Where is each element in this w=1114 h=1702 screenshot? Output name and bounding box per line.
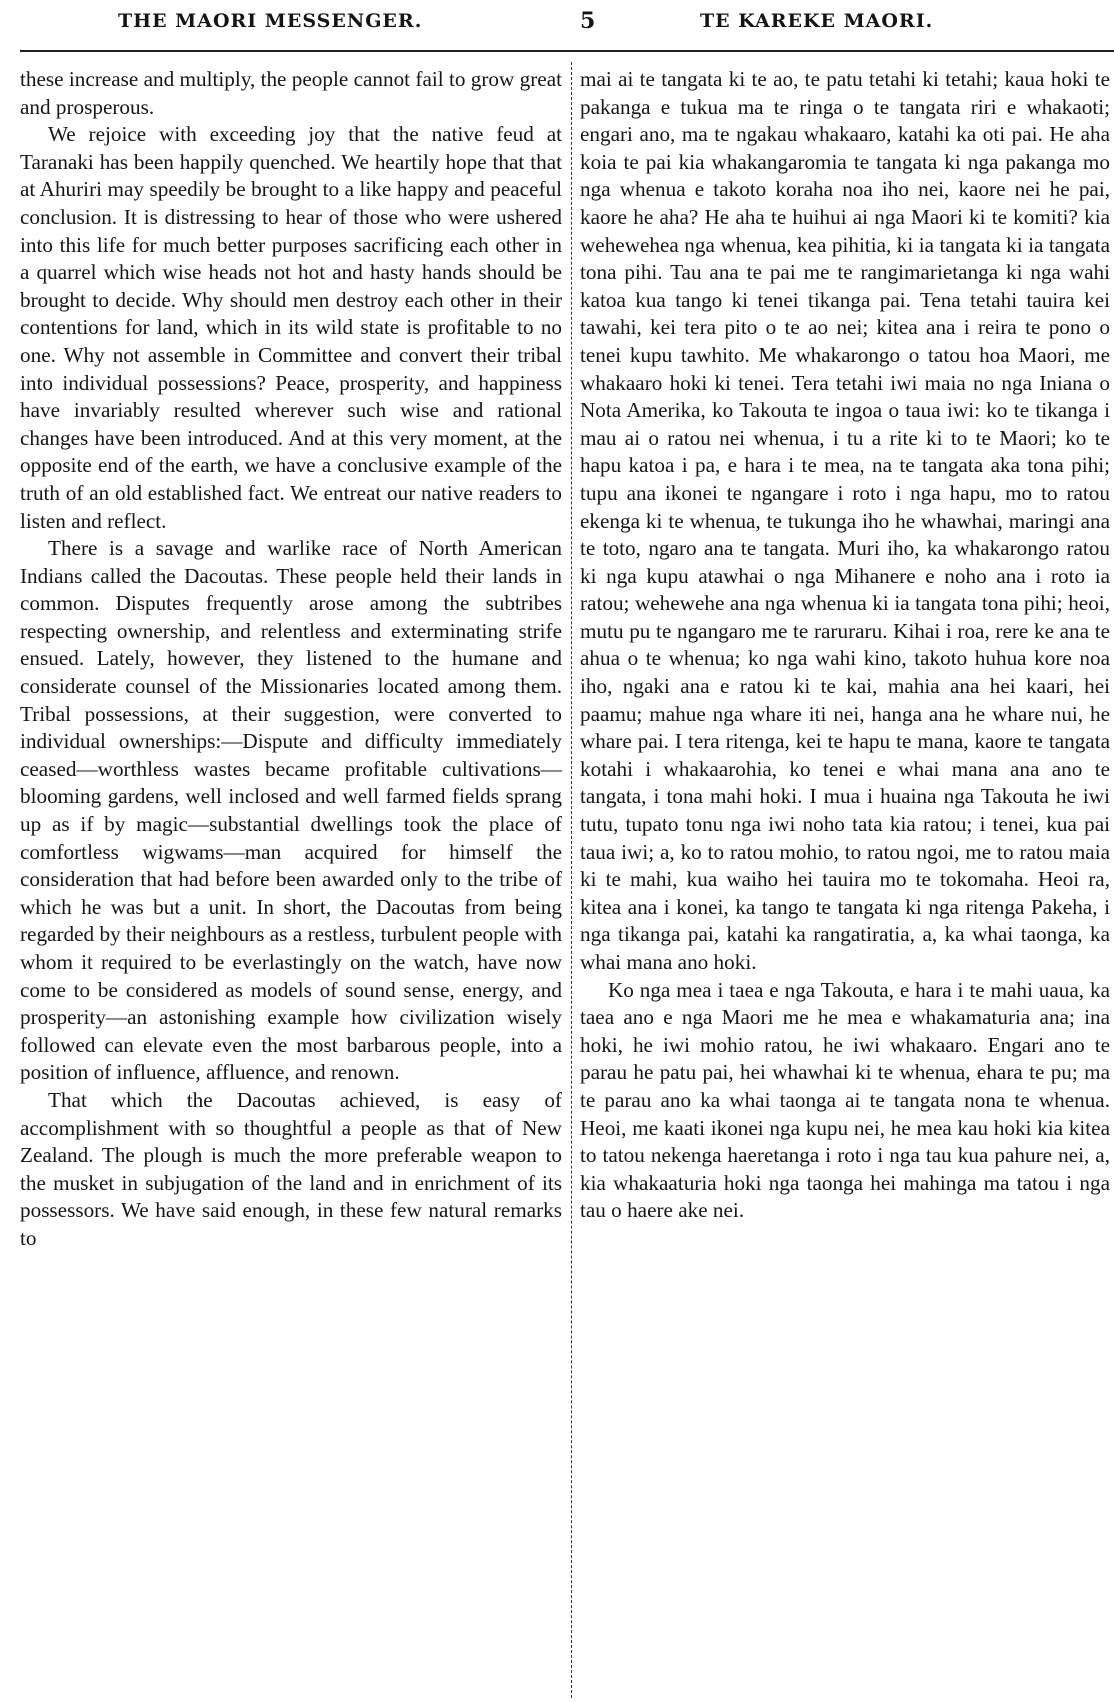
english-paragraph: There is a savage and warlike race of North American Indians called the Dacoutas. These people held their lands in common. Disputes frequently arose among the subtribes respecting ownership, and relentless and exterminating strife ensued. Lately, however, they listened to the humane and considerate counsel of the Missionaries located among them. Tribal possessions, at their suggestion, were converted to individual ownerships:—Dispute and difficulty immediately ceased—worthless wastes became profitable cultivations—blooming gardens, well inclosed and well farmed fields sprang up as if by magic—substantial dwellings took the place of comfortless wigwams—man acquired for himself the consideration that had before been awarded only to the tribe of which he was but a unit. In short, the Dacoutas from being regarded by their neighbours as a restless, turbulent people with whom it required to be everlastingly on the watch, have now come to be considered as models of sound sense, energy, and prosperity—an astonishing example how civilization wisely followed can elevate even the most barbarous people, into a position of influence, affluence, and renown. [20,536,562,1085]
maori-paragraph: Ko nga mea i taea e nga Takouta, e hara i te mahi uaua, ka taea ano e nga Maori me he mea e whakamaturia ana; ina hoki, he iwi mohio ratou, he iwi whakaaro. Engari ano te parau he patu pai, hei whawhai ki te whenua, ehara te pu; ma te parau ano ka whai taonga ai te tangata nona te whenua. Heoi, me kaati ikonei nga kupu nei, he mea kau hoki kia kitea to tatou nekenga haeretanga i roto i nga tau kua pahure nei, a, kia whakaaturia hoki nga taonga hei mahinga ma tatou i nga tau o haere ake nei. [580,977,1110,1223]
english-paragraph: We rejoice with exceeding joy that the native feud at Taranaki has been happily quenched. We heartily hope that that at Ahuriri may speedily be brought to a like happy and peaceful conclusion. It is distressing to hear of those who were ushered into this life for much better purposes sacrificing each other in a quarrel which wise heads not hot and hasty hands should be brought to decide. Why should men destroy each other in their contentions for land, which in its wild state is profitable to no one. Why not assemble in Committee and convert their tribal into individual possessions? Peace, prosperity, and happiness have invariably resulted wherever such wise and rational changes have been introduced. And at this very moment, at the opposite end of the earth, we have a conclusive example of the truth of an old established fact. We entreat our native readers to listen and reflect. [20,122,562,533]
maori-paragraph: mai ai te tangata ki te ao, te patu tetahi ki tetahi; kaua hoki te pakanga e tukua ma te ringa o te tangata riri e whakaoti; engari ano, ma te ngakau whakaaro, katahi ka oti pai. He aha koia te pai kia whakangaromia te tangata ki nga pakanga mo nga whenua e takoto koraha noa iho nei, kaore nei he pai, kaore he aha? He aha te huihui ai nga Maori ki te komiti? kia wehewehea nga whenua, kea pihitia, ki ia tangata ki ia tangata tona pihi. Tau ana te pai me te rangimarietanga ki nga wahi katoa kua tango ki tenei tikanga pai. Tena tetahi tauira kei tawahi, kei tera pito o te ao nei; kitea ana i reira te pono o tenei kupu tawhito. Me whakarongo o tatou hoa Maori, me whakaaro hoki ki tenei. Tera tetahi iwi maia no nga Iniana o Nota Amerika, ko Takouta te ingoa o taua iwi: ko te tikanga i mau ai o ratou nei whenua, i tu a rite ki to te Maori; ko te hapu katoa i pa, e hara i te mea, na te tangata aka tona pihi; tupu ana ikonei te ngangare i roto i nga hapu, mo to ratou ekenga ki te whenua, te tukunga iho he whawhai, maringi ana te toto, ngaro ana te tangata. Muri iho, ka whakarongo ratou ki nga kupu atawhai o nga Mihanere e noho ana i roto ia ratou; wehewehe ana nga whenua ki ia tangata tona pihi; heoi, mutu pu te ngangaro me te raruraru. Kihai i roa, rere ke ana te ahua o te whenua; ko nga wahi kino, takoto huhua kore noa iho, ngaki ana e ratou ki te kai, mahia ana hei kaari, hei paamu; mahue nga whare iti nei, hanga ana he whare nui, he whare pai. I tera ritenga, kei te hapu te mana, kaore te tangata kotahi i whakaarohia, ko tenei e whai mana ana ano te tangata, i tona mahi hoki. I mua i huaina nga Takouta he iwi tutu, tupato tonu nga iwi noho tata kia ratou; i tenei, kua pai taua iwi; a, ko to ratou mohio, to ratou ngoi, me to ratou maia ki te mahi, kua waiho hei tauira mo te tokomaha. Heoi ra, kitea ana i konei, ka tango te tangata ki nga ritenga Pakeha, i nga tikanga pai, katahi ka rangatiratia, a, ka whai taonga, ka whai mana ano hoki. [580,67,1110,974]
english-paragraph: That which the Dacoutas achieved, is easy of accomplishment with so thoughtful a people as that of New Zealand. The plough is much the more preferable weapon to the musket in subjugation of the land and in enrichment of its possessors. We have said enough, in these few natural remarks to [20,1087,562,1250]
page-number: 5 [580,8,597,34]
english-paragraph: these increase and multiply, the people cannot fail to grow great and prosperous. [20,67,562,119]
header-english-title: THE MAORI MESSENGER. [118,10,423,32]
maori-column [580,66,1110,1225]
header-rule [20,50,1114,52]
english-column [20,66,562,1253]
column-divider [571,62,572,1698]
header-maori-title: TE KAREKE MAORI. [700,10,934,32]
page-header [0,4,1114,38]
